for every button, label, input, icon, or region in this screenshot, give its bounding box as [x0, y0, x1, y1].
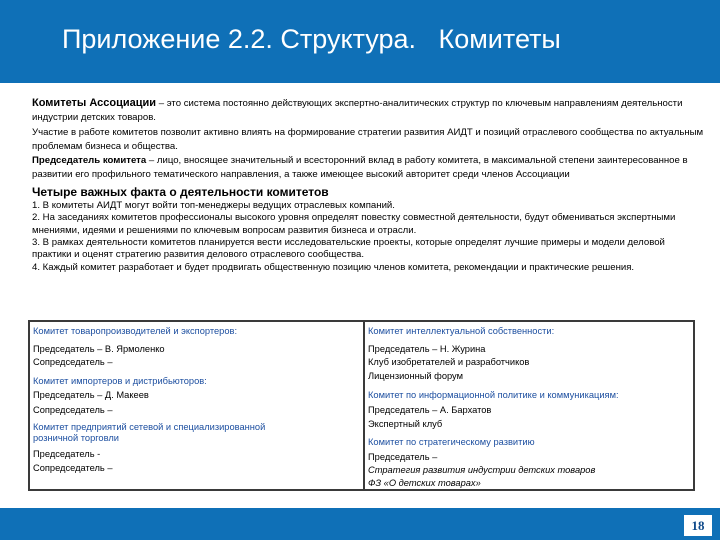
- fact-4: 4. Каждый комитет разработает и будет продвигать общественную позицию членов комитета, рекомендации и практические решения.: [32, 261, 635, 273]
- page-number: 18: [683, 514, 713, 537]
- committee-chair: Председатель –: [368, 452, 438, 462]
- committee-title-importers: Комитет импортеров и дистрибьюторов:: [33, 376, 207, 386]
- intro-text-3: – лицо, вносящее значительный и всесторонний вклад в работу комитета, в максимальной степени заинтересованное в развитии его профильного тематического направления, а также имеющее высокий авторитет среди членов Ассоциации: [32, 155, 688, 181]
- intro-section: [32, 96, 704, 274]
- committee-chair: Председатель – А. Бархатов: [368, 405, 492, 415]
- committee-chair: Председатель – В. Ярмоленко: [33, 344, 165, 354]
- committee-title-retail-line1: Комитет предприятий сетевой и специализированной: [33, 422, 266, 432]
- header-bar: [0, 0, 720, 83]
- facts-heading: Четыре важных факта о деятельности комитетов: [32, 184, 329, 199]
- committee-sub-law: ФЗ «О детских товарах»: [368, 478, 481, 488]
- intro-term-committees: Комитеты Ассоциации: [32, 97, 157, 109]
- committee-title-strategy: Комитет по стратегическому развитию: [368, 437, 535, 447]
- committee-sub-license-forum: Лицензионный форум: [368, 371, 463, 381]
- footer-bar: [0, 508, 720, 540]
- intro-text-1: – это система постоянно действующих экспертно-аналитических структур по ключевым направлениям деятельности индустрии детских товаров.: [32, 98, 683, 124]
- committee-sub-expert-club: Экспертный клуб: [368, 419, 443, 429]
- intro-term-chairman: Председатель комитета: [32, 155, 147, 167]
- fact-3: 3. В рамках деятельности комитетов планируется вести исследовательские проекты, которые определят лучшие примеры и модели деловой практики и оценят стратегию развития делового отраслевого сообщества.: [32, 237, 665, 261]
- committee-cochair: Сопредседатель –: [33, 357, 113, 367]
- committee-sub-club-inventors: Клуб изобретателей и разработчиков: [368, 357, 530, 367]
- fact-2: 2. На заседаниях комитетов профессионалы высокого уровня определят повестку совместной деятельности, будут обмениваться экспертными мнениями, идеями и решениями по ключевым вопросам развития бизнеса и отрасли.: [32, 212, 676, 236]
- intro-paragraph-3: [32, 154, 704, 183]
- committee-sub-strategy: Стратегия развития индустрии детских товаров: [368, 465, 596, 475]
- committee-title-producers: Комитет товаропроизводителей и экспортеров:: [33, 326, 238, 336]
- committee-chair: Председатель -: [33, 449, 101, 459]
- committee-chair: Председатель – Д. Макеев: [33, 390, 149, 400]
- intro-paragraph-1: [32, 96, 704, 126]
- column-divider: [363, 322, 365, 489]
- committee-title-info-policy: Комитет по информационной политике и коммуникациям:: [368, 390, 619, 400]
- page-title: Приложение 2.2. Структура. Комитеты: [62, 24, 561, 54]
- committee-cochair: Сопредседатель –: [33, 463, 113, 473]
- fact-1: 1. В комитеты АИДТ могут войти топ-менеджеры ведущих отраслевых компаний.: [32, 199, 395, 211]
- committee-cochair: Сопредседатель –: [33, 405, 113, 415]
- committee-chair: Председатель – Н. Журина: [368, 344, 486, 354]
- committee-title-retail-line2: розничной торговли: [33, 433, 119, 443]
- committee-title-ip: Комитет интеллектуальной собственности:: [368, 326, 555, 336]
- committees-box: [28, 320, 695, 491]
- intro-paragraph-2: Участие в работе комитетов позволит активно влиять на формирование стратегии развития АИДТ и позиций отраслевого сообщества по актуальным проблемам бизнеса и общества.: [32, 126, 704, 152]
